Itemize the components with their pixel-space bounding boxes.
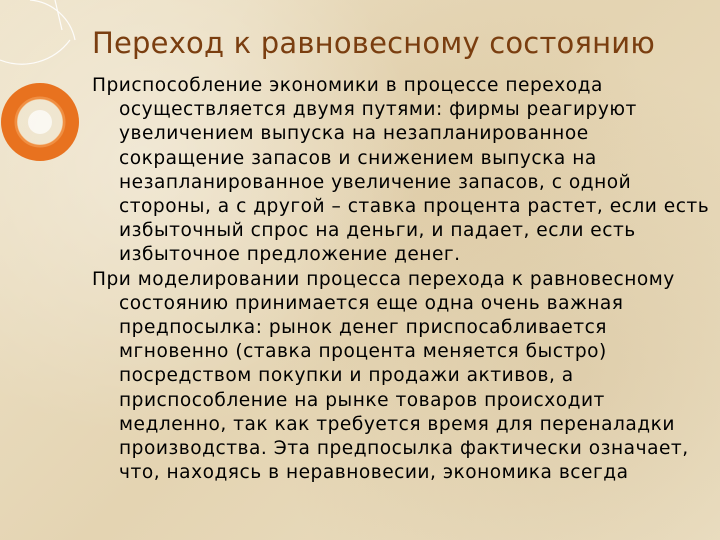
slide-body [92, 74, 712, 485]
orange-ring-decoration [9, 91, 71, 153]
paragraph-adjustment-mechanisms: Приспособление экономики в процессе перехода осуществляется двумя путями: фирмы реагируют увеличением выпуска на незапланированное сокращение запасов и снижением выпуска на незапланированное увеличение запасов, с одной стороны, а с другой – ставка процента растет, если есть избыточный спрос на деньги, и падает, если есть избыточное предложение денег. [92, 75, 710, 266]
paragraph-modeling-assumption: При моделировании процесса перехода к равновесному состоянию принимается еще одна очень важная предпосылка: рынок денег приспосабливается мгновенно (ставка процента меняется быстро) посредством покупки и продажи активов, а приспособление на рынке товаров происходит медленно, так как требуется время для переналадки производства. Эта предпосылка фактически означает, что, находясь в неравновесии, экономика всегда [92, 268, 689, 484]
thin-arc-decoration [0, 0, 75, 64]
slide-title: Переход к равновесному состоянию [92, 26, 655, 60]
